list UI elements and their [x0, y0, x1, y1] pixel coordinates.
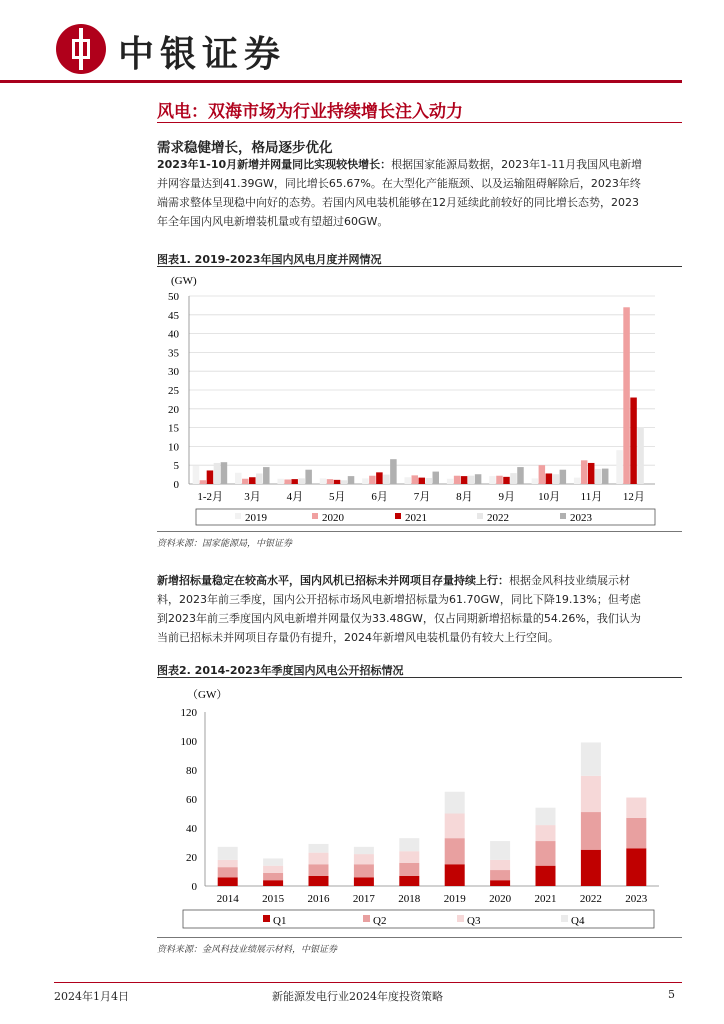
paragraph-1-line1: 根据国家能源局数据，2023年1-11月我国风电新增: [391, 158, 643, 171]
chart-1-x-tick-label: 3月: [244, 491, 261, 503]
chart-2-y-tick-label: 0: [191, 881, 197, 893]
chart-1-legend-swatch: [560, 513, 566, 519]
chart-1-bar-2021: [630, 398, 637, 484]
chart-1-bar-2022: [595, 469, 602, 484]
chart-1-x-tick-label: 10月: [538, 491, 561, 503]
footer-report-title: 新能源发电行业2024年度投资策略: [272, 990, 443, 1003]
chart-2-legend-label: Q3: [467, 915, 481, 927]
chart-2-legend-label: Q4: [571, 915, 585, 927]
section-title: 风电：双海市场为行业持续增长注入动力: [157, 102, 463, 122]
chart-1-bar-2023: [263, 467, 270, 484]
chart-1-bar-2022: [214, 463, 221, 484]
chart-2-legend-label: Q1: [273, 915, 287, 927]
paragraph-1: [157, 155, 682, 231]
chart-1-bar-2020: [242, 479, 249, 484]
chart-1-legend-swatch: [235, 513, 241, 519]
chart-2-bar-Q4: [309, 844, 329, 853]
chart-2-bar-Q1: [445, 864, 465, 886]
chart-2-x-tick-label: 2016: [307, 893, 330, 905]
chart-1-bar-2021: [546, 473, 553, 484]
figure-2-title: 图表2. 2014-2023年季度国内风电公开招标情况: [157, 664, 404, 677]
chart-2-legend-swatch: [263, 915, 270, 922]
section-rule: [157, 122, 682, 123]
chart-1-y-tick-label: 35: [168, 347, 179, 360]
chart-2-y-tick-label: 20: [186, 852, 197, 864]
chart-1-bar-2022: [637, 428, 644, 484]
chart-1-bar-2023: [433, 472, 440, 484]
chart-1-legend-label: 2021: [405, 512, 427, 524]
chart-1-x-tick-label: 7月: [413, 491, 431, 503]
figure-2-bottom-rule: [157, 937, 682, 938]
chart-1-bar-2020: [539, 465, 546, 484]
chart-1-bar-2023: [348, 476, 355, 484]
chart-2-x-tick-label: 2014: [216, 893, 239, 905]
chart-1-legend-swatch: [477, 513, 483, 519]
chart-1-bar-2019: [193, 466, 200, 484]
chart-1-bar-2022: [553, 474, 560, 484]
chart-2-y-tick-label: 80: [186, 765, 197, 777]
chart-2-bar-Q1: [309, 876, 329, 886]
chart-1-bar-2022: [510, 473, 517, 484]
chart-1-legend-swatch: [395, 513, 401, 519]
chart-1-bar-2022: [468, 476, 475, 484]
chart-1-bar-2023: [560, 470, 567, 484]
chart-1-bar-2021: [207, 470, 214, 484]
chart-2-bar-Q3: [490, 860, 510, 870]
chart-1-bar-2022: [341, 480, 348, 484]
chart-2-unit-label: （GW）: [187, 689, 228, 701]
footer-rule: [54, 982, 682, 983]
chart-1-bar-2019: [447, 479, 454, 484]
chart-2-bar-Q1: [399, 876, 419, 886]
chart-1-bar-2019: [532, 478, 539, 484]
chart-1-x-tick-label: 4月: [286, 491, 304, 503]
paragraph-2-line2: 料，2023年前三季度，国内公开招标市场风电新增招标量为61.70GW，同比下降19.13%；但考虑: [157, 593, 641, 606]
chart-2-x-tick-label: 2015: [262, 893, 285, 905]
chart-2-x-tick-label: 2017: [352, 893, 375, 905]
chart-2-y-tick-label: 60: [186, 794, 197, 806]
chart-1-y-tick-label: 5: [173, 460, 179, 473]
header-rule: [0, 80, 682, 83]
section-subtitle: 需求稳健增长，格局逐步优化: [157, 140, 333, 156]
chart-1-bar-2019: [235, 473, 242, 484]
paragraph-1-line2: 并网容量达到41.39GW，同比增长65.67%。在大型化产能瓶颈、以及运输阻碍解除后，2023年终: [157, 177, 641, 190]
paragraph-1-line4: 年全年国内风电新增装机量或有望超过60GW。: [157, 215, 389, 228]
chart-2-bar-Q4: [263, 858, 283, 865]
paragraph-2-line1: 根据金风科技业绩展示材: [509, 574, 630, 587]
chart-2-bar-Q3: [218, 860, 238, 867]
chart-1-x-tick-label: 1-2月: [197, 491, 224, 503]
chart-1-bar-2022: [383, 475, 390, 484]
figure-1-bottom-rule: [157, 531, 682, 532]
chart-2-bar-Q1: [218, 877, 238, 886]
chart-2-bar-Q4: [581, 742, 601, 775]
chart-2-bar-Q2: [445, 838, 465, 864]
chart-1-bar-2019: [489, 476, 496, 484]
chart-1-bar-2020: [200, 480, 207, 484]
figure-2-source: 资料来源：金风科技业绩展示材料，中银证券: [157, 945, 338, 955]
chart-2-y-tick-label: 120: [180, 707, 197, 719]
chart-2-x-tick-label: 2022: [579, 893, 602, 905]
chart-1-legend-label: 2019: [245, 512, 267, 524]
chart-1-bar-2019: [616, 450, 623, 484]
figure-2-top-rule: [157, 677, 682, 678]
paragraph-2-line3: 到2023年前三季度国内风电新增并网量仅为33.48GW，仅占同期新增招标量的54.26%，我们认为: [157, 612, 641, 625]
paragraph-2: [157, 571, 682, 647]
chart-1-y-tick-label: 30: [168, 366, 179, 379]
chart-1-bar-2020: [369, 476, 376, 484]
chart-1-x-tick-label: 12月: [622, 491, 645, 503]
chart-2-bar-Q2: [309, 864, 329, 876]
chart-1-bar-2022: [256, 473, 263, 484]
chart-2-bar-Q3: [263, 866, 283, 873]
chart-1-bar-2023: [602, 469, 609, 484]
chart-2-bar-Q2: [490, 870, 510, 880]
chart-2-legend: [263, 915, 585, 927]
chart-1-bar-2021: [419, 478, 426, 484]
paragraph-2-lead: 新增招标量稳定在较高水平，国内风机已招标未并网项目存量持续上行：: [157, 574, 509, 587]
chart-2-x-tick-label: 2023: [625, 893, 648, 905]
chart-2-x-tick-label: 2020: [489, 893, 512, 905]
chart-2-y-tick-label: 100: [180, 736, 197, 748]
chart-1-bar-2019: [277, 479, 284, 484]
chart-1-bar-2023: [517, 467, 524, 484]
chart-2-bar-Q2: [536, 841, 556, 866]
chart-1-y-tick-label: 0: [173, 479, 179, 491]
chart-1-bar-2023: [475, 474, 482, 484]
chart-2-legend-swatch: [363, 915, 370, 922]
chart-2-bar-Q3: [536, 825, 556, 841]
chart-2-bar-Q3: [445, 814, 465, 839]
chart-2-bar-Q2: [263, 873, 283, 880]
chart-2-bar-Q1: [581, 850, 601, 886]
figure-1-top-rule: [157, 266, 682, 267]
chart-1-y-tick-label: 50: [168, 291, 179, 303]
footer-page-number: 5: [668, 988, 675, 1001]
chart-2-bar-Q3: [354, 854, 374, 864]
chart-1-monthly-grid-connection: [157, 268, 682, 530]
chart-2-bar-Q4: [354, 847, 374, 854]
chart-1-bar-2022: [298, 478, 305, 484]
chart-1-y-tick-label: 20: [168, 403, 179, 416]
chart-2-bar-Q1: [626, 848, 646, 886]
chart-2-bar-Q4: [218, 847, 238, 860]
chart-2-bar-Q3: [399, 851, 419, 863]
figure-1-title: 图表1. 2019-2023年国内风电月度并网情况: [157, 253, 382, 266]
chart-1-bar-2023: [390, 459, 397, 484]
chart-1-bar-2019: [362, 478, 369, 484]
chart-2-x-tick-label: 2021: [534, 893, 557, 905]
chart-2-bar-Q1: [263, 880, 283, 886]
chart-1-bar-2020: [327, 479, 334, 484]
chart-1-bar-2020: [581, 460, 588, 484]
chart-1-bar-2021: [334, 480, 341, 484]
chart-1-legend-label: 2023: [570, 512, 592, 524]
chart-2-bar-Q2: [399, 863, 419, 876]
chart-1-unit-label: (GW): [171, 275, 197, 287]
footer-date: 2024年1月4日: [54, 990, 129, 1003]
chart-1-gridlines: [189, 296, 655, 484]
chart-1-legend-label: 2020: [322, 512, 344, 524]
chart-2-bar-Q4: [399, 838, 419, 851]
chart-2-x-tick-label: 2019: [443, 893, 466, 905]
chart-1-y-tick-label: 45: [168, 309, 179, 322]
chart-1-bar-2019: [405, 477, 412, 484]
chart-1-x-tick-label: 9月: [498, 491, 515, 503]
brand-name: 中银证券: [118, 33, 287, 75]
chart-1-bar-2020: [284, 479, 291, 484]
chart-2-bar-Q2: [626, 818, 646, 848]
chart-2-y-tick-label: 40: [186, 823, 197, 835]
chart-1-bar-2020: [623, 307, 630, 484]
chart-1-y-ticks: [168, 291, 180, 491]
chart-1-bar-2023: [305, 470, 312, 484]
chart-1-bar-2021: [376, 472, 383, 484]
chart-1-y-tick-label: 15: [168, 422, 179, 435]
chart-2-bar-Q4: [536, 808, 556, 825]
chart-2-bars: [218, 742, 647, 886]
chart-2-bar-Q1: [354, 877, 374, 886]
chart-2-bar-Q1: [536, 866, 556, 886]
chart-1-x-tick-label: 5月: [329, 491, 346, 503]
chart-1-bar-2022: [426, 478, 433, 484]
paragraph-1-line3: 端需求整体呈现稳中向好的态势。若国内风电装机能够在12月延续此前较好的同比增长态势，2023: [157, 196, 639, 209]
chart-1-bar-2020: [496, 476, 503, 484]
chart-1-legend-label: 2022: [487, 512, 509, 524]
chart-1-bar-2021: [461, 476, 468, 484]
paragraph-2-line4: 当前已招标未并网项目存量仍有提升，2024年新增风电装机量仍有较大上行空间。: [157, 631, 559, 644]
chart-2-legend-swatch: [561, 915, 568, 922]
chart-2-legend-label: Q2: [373, 915, 387, 927]
chart-2-bar-Q2: [354, 864, 374, 877]
chart-1-bar-2021: [503, 477, 510, 484]
chart-1-x-ticks: [197, 490, 644, 503]
chart-1-bar-2020: [412, 475, 419, 484]
chart-1-y-tick-label: 25: [168, 385, 179, 397]
chart-2-bar-Q2: [581, 812, 601, 850]
chart-1-bar-2021: [588, 463, 595, 484]
chart-1-bar-2021: [249, 477, 256, 484]
chart-1-x-tick-label: 11月: [580, 491, 603, 503]
chart-1-y-tick-label: 40: [168, 328, 179, 341]
chart-1-x-tick-label: 6月: [371, 491, 388, 503]
chart-2-x-tick-label: 2018: [398, 893, 421, 905]
chart-1-legend-swatch: [312, 513, 318, 519]
chart-1-bar-2019: [320, 478, 327, 484]
chart-2-x-ticks: [217, 893, 648, 905]
figure-1-source: 资料来源：国家能源局，中银证券: [157, 539, 293, 549]
chart-2-legend-swatch: [457, 915, 464, 922]
chart-2-bar-Q4: [445, 792, 465, 814]
chart-2-bar-Q3: [626, 798, 646, 818]
chart-1-bar-2023: [221, 462, 228, 484]
chart-1-bar-2021: [291, 479, 298, 484]
chart-2-bar-Q1: [490, 880, 510, 886]
paragraph-1-lead: 2023年1-10月新增并网量同比实现较快增长：: [157, 158, 392, 171]
chart-1-bar-2019: [574, 478, 581, 484]
chart-1-bar-2020: [454, 476, 461, 484]
chart-2-bar-Q4: [490, 841, 510, 860]
chart-2-quarterly-tenders: [157, 680, 682, 935]
chart-2-bar-Q3: [581, 776, 601, 812]
chart-1-x-tick-label: 8月: [456, 491, 473, 503]
chart-2-bar-Q2: [218, 867, 238, 877]
chart-2-bar-Q3: [309, 853, 329, 865]
chart-1-y-tick-label: 10: [168, 441, 179, 454]
chart-1-legend: [235, 512, 593, 524]
logo-bar-top: [79, 28, 83, 70]
